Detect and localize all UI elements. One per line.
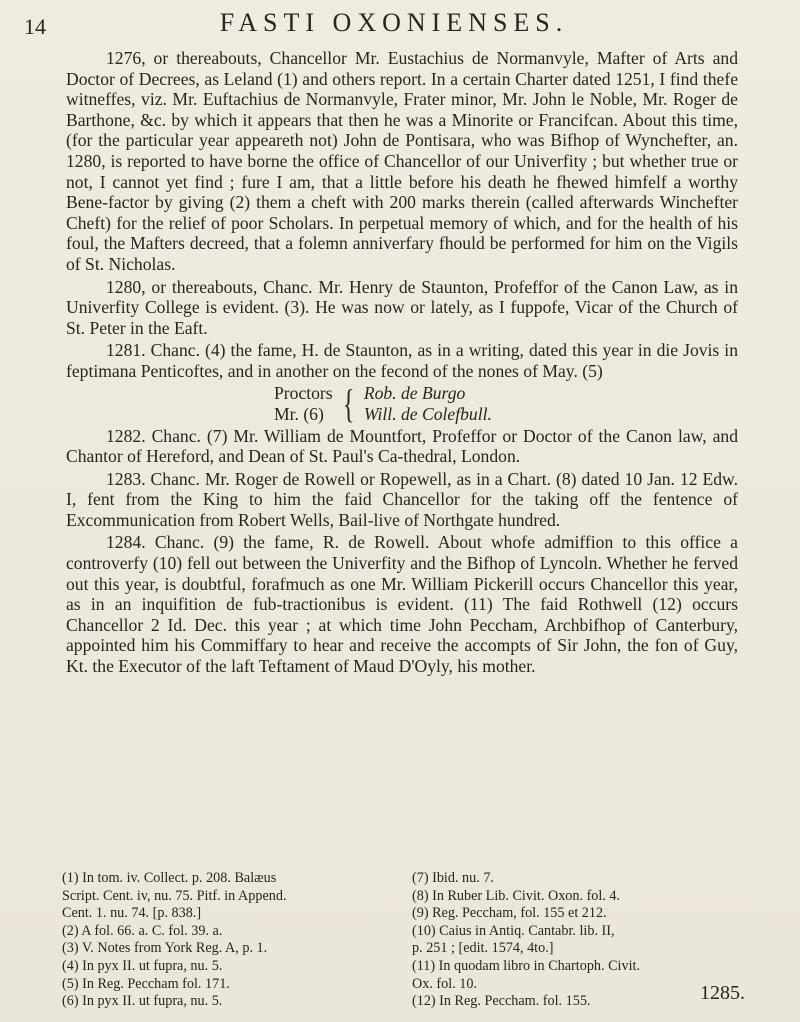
footnote-line: (3) V. Notes from York Reg. A, p. 1. (62, 940, 268, 957)
footnote-line: (5) In Reg. Peccham fol. 171. (62, 975, 230, 992)
footnote-line: (2) A fol. 66. a. C. fol. 39. a. (62, 922, 223, 939)
running-head: FASTI OXONIENSES. (219, 8, 569, 37)
main-text (66, 48, 738, 677)
footnote-line: (9) Reg. Peccham, fol. 155 et 212. (412, 905, 607, 922)
proctor-name: Rob. de Burgo (363, 382, 466, 403)
proctors-names (364, 383, 492, 424)
paragraph-1281: 1281. Chanc. (4) the fame, H. de Staunton, as in a writing, dated this year in die Jovis in feptimana Penticoftes, and in another on the fecond of the nones of May. (5) (66, 340, 738, 381)
footnote-line: Ox. fol. 10. (412, 975, 478, 992)
curly-brace-icon: { (342, 380, 355, 426)
page-header (24, 6, 764, 46)
footnote-line: (7) Ibid. nu. 7. (412, 870, 494, 886)
proctors-label (274, 383, 333, 424)
footnote-line: Cent. 1. nu. 74. [p. 838.] (62, 905, 202, 922)
paragraph-1276: 1276, or thereabouts, Chancellor Mr. Eustachius de Normanvyle, Mafter of Arts and Doctor of Decrees, as Leland (1) and others report. In a certain Charter dated 1251, I find thefe witneffes, viz. Mr. Euftachius de Normanvyle, Frater minor, Mr. John le Noble, Mr. Roger de Barthone, &c. by which it appears that then he was a Minorite or Francifcan. About this time, (for the particular year appeareth not) John de Pontisara, who was Bifhop of Wynchefter, an. 1280, is reported to have borne the office of Chancellor of our Univerfity ; but whether true or not, I cannot yet find ; fure I am, that a little before his death he fhewed himfelf a worthy Bene-factor by giving (2) them a cheft with 200 marks therein (called afterwards Winchefter Cheft) for the relief of poor Scholars. In perpetual memory of which, and for the health of his foul, the Mafters decreed, that a folemn anniverfary fhould be performed for him on the Vigils of St. Nicholas. (66, 48, 738, 274)
footnote-line: Script. Cent. iv, nu. 75. Pitf. in Append. (62, 887, 287, 904)
paragraph-1283: 1283. Chanc. Mr. Roger de Rowell or Ropewell, as in a Chart. (8) dated 10 Jan. 12 Edw. I, fent from the King to him the faid Chancellor for the taking off the fentence of Excommunication from Robert Wells, Bail-live of Northgate hundred. (66, 468, 738, 530)
footnotes-right-column (412, 870, 742, 1011)
footnote-line: (8) In Ruber Lib. Civit. Oxon. fol. 4. (412, 887, 621, 904)
page-number: 14 (24, 14, 46, 39)
proctor-name: Will. de Colefbull. (363, 403, 492, 424)
footnotes (62, 870, 742, 1011)
paragraph-1280: 1280, or thereabouts, Chanc. Mr. Henry de Staunton, Profeffor of the Canon Law, as in Univerfity College is evident. (3). He was now or lately, as I fuppofe, Vicar of the Church of St. Peter in the Eaft. (66, 276, 738, 338)
footnote-line: p. 251 ; [edit. 1574, 4to.] (412, 940, 554, 957)
proctors-label-bottom: Mr. (6) (274, 403, 324, 424)
footnote-line: (12) In Reg. Peccham. fol. 155. (412, 993, 591, 1010)
proctors-label-top: Proctors (274, 382, 333, 403)
paragraph-1284: 1284. Chanc. (9) the fame, R. de Rowell. About whofe admiffion to this office a controverfy (10) fell out between the Univerfity and the Bifhop of Lyncoln. Whether he ferved out this year, is doubtful, forafmuch as one Mr. William Pickerill occurs Chancellor this year, as in an inquifition de fub-tractionibus is evident. (11) The faid Rothwell (12) occurs Chancellor 2 Id. Dec. this year ; at which time John Peccham, Archbifhop of Canterbury, appointed him his Commiffary to hear and receive the accompts of Sir John, the fon of Guy, Kt. the Executor of the laft Teftament of Maud D'Oyly, his mother. (66, 532, 738, 677)
footnote-line: (1) In tom. iv. Collect. p. 208. Balæus (62, 870, 277, 886)
paragraph-1282: 1282. Chanc. (7) Mr. William de Mountfort, Profeffor or Doctor of the Canon law, and Chantor of Hereford, and Dean of St. Paul's Ca-thedral, London. (66, 425, 738, 467)
footnote-line: (11) In quodam libro in Chartoph. Civit. (412, 957, 641, 974)
footnote-line: (10) Caius in Antiq. Cantabr. lib. II, (412, 922, 615, 939)
catchword: 1285. (700, 982, 745, 1004)
footnote-line: (6) In pyx II. ut fupra, nu. 5. (62, 993, 223, 1010)
proctors-list (274, 382, 738, 426)
footnote-line: (4) In pyx II. ut fupra, nu. 5. (62, 957, 223, 974)
footnotes-left-column (62, 870, 392, 1011)
